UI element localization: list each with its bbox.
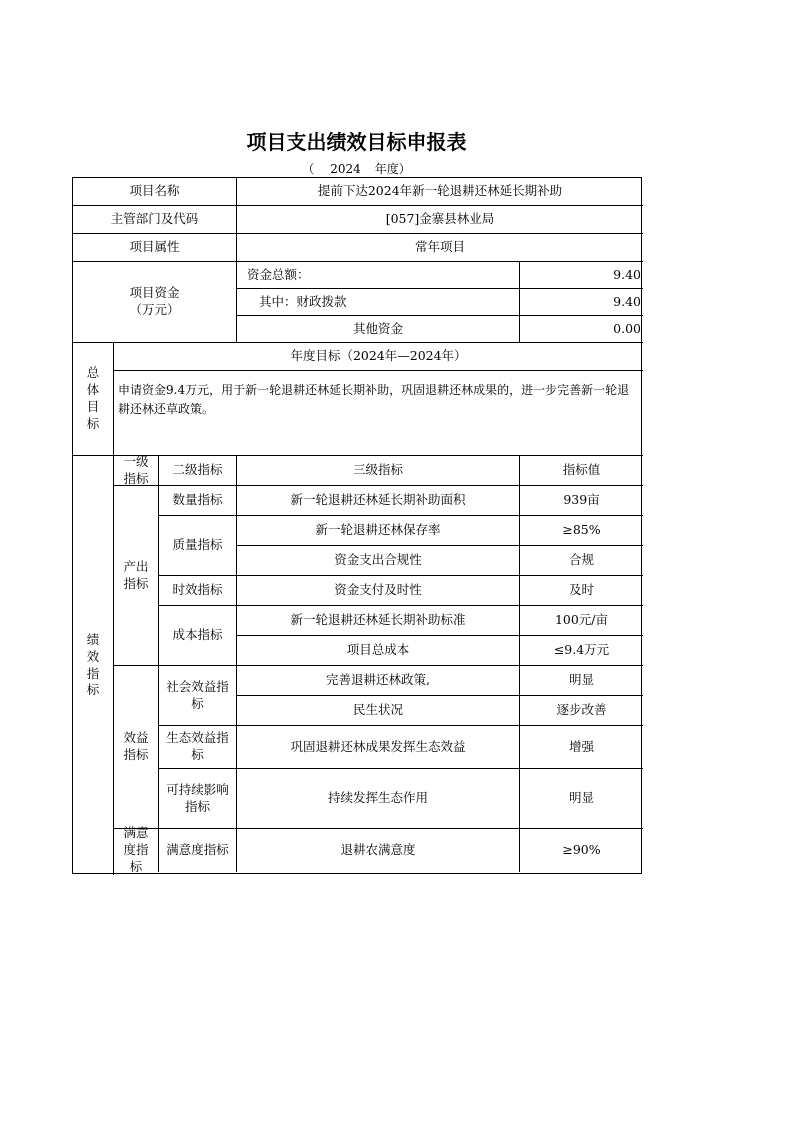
year-open-paren: （ [302,162,315,176]
eco-indicator-label: 生态效益指标 [159,726,237,769]
year-suffix: 年度） [374,162,411,176]
header-level2: 二级指标 [159,456,237,486]
indicator-name: 新一轮退耕还林延长期补助面积 [237,486,520,516]
page-title: 项目支出绩效目标申报表 [246,130,467,154]
dept-value: [057]金寨县林业局 [237,206,643,234]
funds-other-label: 其他资金 [237,316,520,343]
indicator-name: 资金支出合规性 [237,546,520,576]
performance-table [72,177,642,874]
indicator-name: 持续发挥生态作用 [237,769,520,829]
funds-label-line1: 项目资金 [129,285,180,301]
indicator-value: 100元/亩 [520,606,643,636]
funds-total-label: 资金总额： [237,262,520,289]
satisfaction-level1-label: 满意度指标 [114,829,159,872]
indicator-value: 增强 [520,726,643,769]
indicator-value: 逐步改善 [520,696,643,726]
year-value: 2024 [330,162,361,176]
attr-label: 项目属性 [73,234,237,262]
satisfaction-level2-label: 满意度指标 [159,829,237,872]
funds-other-value: 0.00 [520,316,643,343]
header-level3: 三级指标 [237,456,520,486]
indicator-name: 完善退耕还林政策, [237,666,520,696]
project-name-value: 提前下达2024年新一轮退耕还林延长期补助 [237,178,643,206]
indicator-name: 资金支付及时性 [237,576,520,606]
indicator-name: 退耕农满意度 [237,829,520,872]
timeliness-indicator-label: 时效指标 [159,576,237,606]
quantity-indicator-label: 数量指标 [159,486,237,516]
overall-char: 总 [86,365,100,381]
indicator-char: 绩 [86,631,100,647]
year-line [0,160,713,177]
indicator-value: 合规 [520,546,643,576]
overall-char: 标 [86,415,100,431]
indicator-name: 新一轮退耕还林延长期补助标准 [237,606,520,636]
overall-char: 体 [86,382,100,398]
indicators-side-label [73,456,114,875]
sustain-indicator-label: 可持续影响指标 [159,769,237,829]
funds-fiscal-value: 9.40 [520,289,643,316]
indicator-value: ≤9.4万元 [520,636,643,666]
output-indicator-label: 产出指标 [114,486,159,666]
quality-indicator-label: 质量指标 [159,516,237,576]
social-indicator-label: 社会效益指标 [159,666,237,726]
indicator-value: 及时 [520,576,643,606]
year-goal-label: 年度目标（2024年—2024年） [114,343,643,371]
funds-label [73,262,237,343]
indicator-value: ≥90% [562,842,601,858]
benefit-indicator-label: 效益指标 [114,666,159,829]
indicator-value: 939亩 [520,486,643,516]
header-value: 指标值 [520,456,643,486]
goal-text: 申请资金9.4万元，用于新一轮退耕还林延长期补助，巩固退耕还林成果的，进一步完善新一轮退耕还林还草政策。 [114,371,643,456]
project-name-label: 项目名称 [73,178,237,206]
funds-total-value: 9.40 [520,262,643,289]
indicator-name: 民生状况 [237,696,520,726]
indicator-value: ≥85% [520,516,643,546]
funds-fiscal-label: 其中：财政拨款 [237,289,520,316]
indicator-name: 新一轮退耕还林保存率 [237,516,520,546]
overall-char: 目 [86,399,100,414]
indicator-value: 明显 [520,666,643,696]
header-level1: 一级指标 [114,456,159,486]
indicator-name: 巩固退耕还林成果发挥生态效益 [237,726,520,769]
funds-label-line2: （万元） [129,302,180,317]
indicator-name: 项目总成本 [237,636,520,666]
indicator-value: 明显 [520,769,643,829]
indicator-char: 效 [86,648,100,664]
cost-indicator-label: 成本指标 [159,606,237,666]
indicator-char: 标 [86,682,100,698]
overall-goal-side-label [73,343,114,456]
attr-value: 常年项目 [237,234,643,262]
dept-label: 主管部门及代码 [73,206,237,234]
indicator-char: 指 [86,665,100,681]
